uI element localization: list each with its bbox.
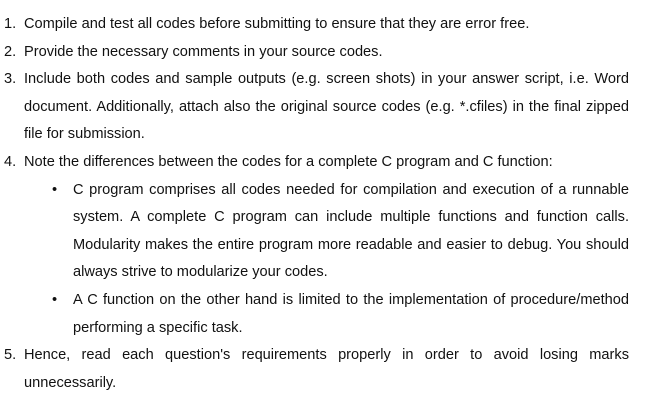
sub-bullet-list: [24, 177, 629, 343]
instruction-text: Provide the necessary comments in your source codes.: [24, 43, 383, 60]
bullet-icon: •: [52, 291, 58, 308]
instruction-item-5: [4, 342, 629, 397]
instruction-text: Hence, read each question's requirements properly in order to avoid losing marks unnecessarily.: [24, 347, 629, 391]
instruction-text: Note the differences between the codes for a complete C program and C function:: [24, 153, 553, 170]
instruction-item-2: [4, 39, 629, 67]
instruction-number: 4.: [4, 153, 17, 170]
sub-bullet-item-2: [52, 287, 629, 342]
sub-bullet-item-1: [52, 177, 629, 287]
bullet-icon: •: [52, 181, 58, 198]
sub-bullet-text: A C function on the other hand is limited to the implementation of procedure/method performing a specific task.: [73, 291, 629, 336]
instruction-number: 3.: [4, 71, 17, 88]
instruction-item-3: [4, 66, 629, 149]
instruction-text: Compile and test all codes before submitting to ensure that they are error free.: [24, 16, 530, 32]
instruction-number: 2.: [4, 43, 17, 60]
instruction-number: 1.: [4, 16, 17, 32]
instruction-item-1: [4, 11, 629, 39]
instruction-text: Include both codes and sample outputs (e.g. screen shots) in your answer script, i.e. Word document. Additionally, attach also the original source codes (e.g. *.cfiles) in the final zipped file for submission.: [24, 71, 629, 143]
instruction-number: 5.: [4, 347, 17, 364]
sub-bullet-text: C program comprises all codes needed for compilation and execution of a runnable system. A complete C program can include multiple functions and function calls. Modularity makes the entire program more readable and easier to debug. You should always strive to modularize your codes.: [73, 181, 629, 281]
instruction-item-4: [4, 149, 629, 342]
